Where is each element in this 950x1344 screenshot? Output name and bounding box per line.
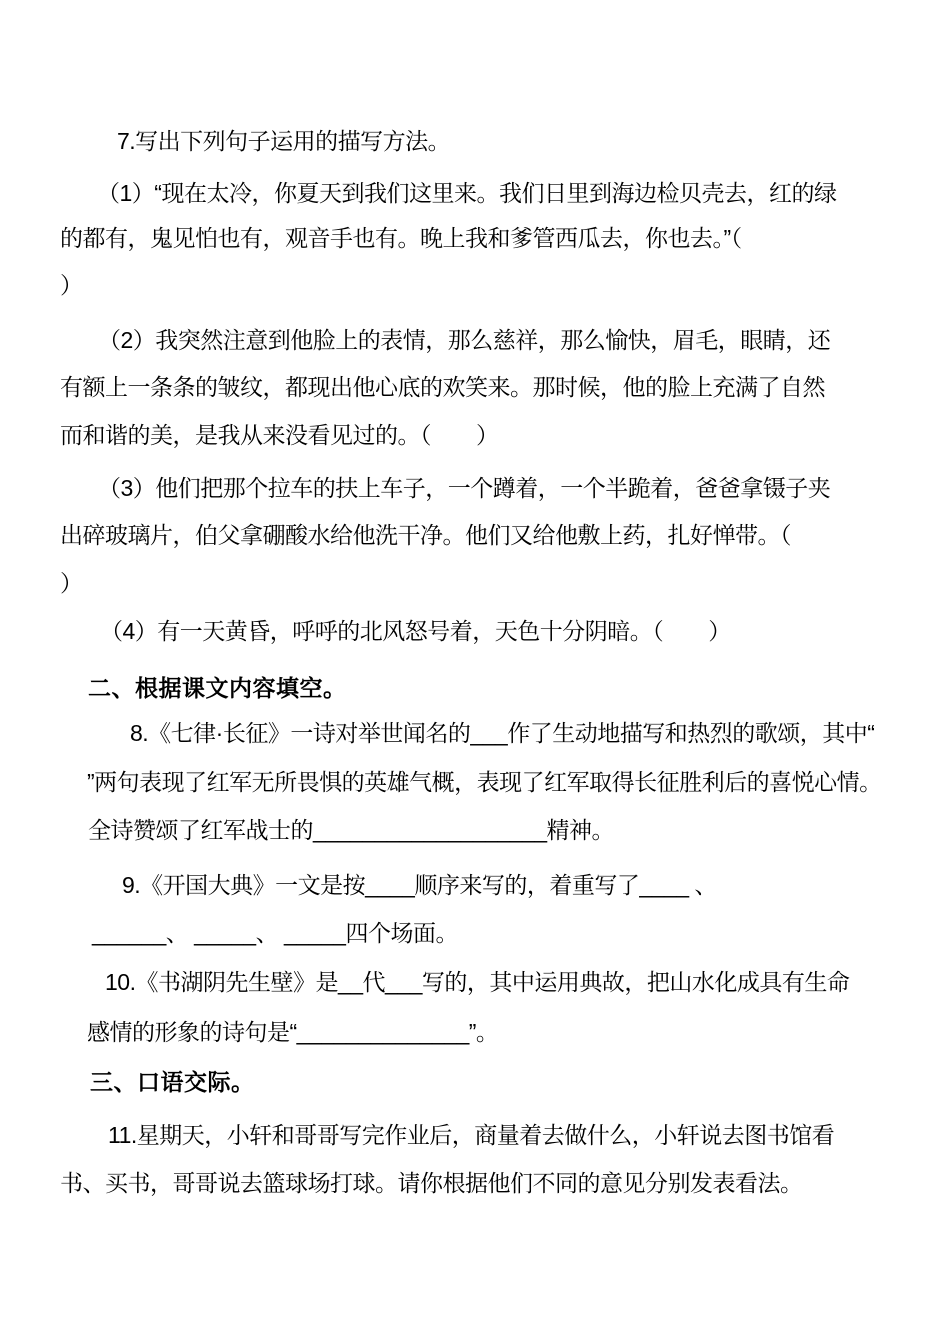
q7-item-3-line-3: ） [60,570,83,596]
question-10-line-2: 感情的形象的诗句是“______________”。 [87,1019,499,1045]
q7-item-1-line-1: （1）“现在太冷，你夏天到我们这里来。我们日里到海边检贝壳去，红的绿 [97,180,837,206]
q7-item-4-line-1: （4）有一天黄昏，呼呼的北风怒号着，天色十分阴暗。（ ） [100,618,731,644]
q7-item-1-line-3: ） [60,272,83,298]
q7-item-3-line-1: （3）他们把那个拉车的扶上车子，一个蹲着，一个半跪着，爸爸拿镊子夹 [98,475,831,501]
q7-item-1-line-2: 的都有，鬼见怕也有，观音手也有。晚上我和爹管西瓜去，你也去。”（ [60,225,742,251]
question-7-prompt: 7.写出下列句子运用的描写方法。 [117,128,451,154]
question-9-line-2: ______、 _____、 _____四个场面。 [92,920,458,946]
q7-item-2-line-2: 有额上一条条的皱纹，都现出他心底的欢笑来。那时候，他的脸上充满了自然 [60,374,825,400]
q7-item-3-line-2: 出碎玻璃片，伯父拿硼酸水给他洗干净。他们又给他敷上药，扎好惮带。（ [60,522,791,548]
question-11-line-2: 书、买书，哥哥说去篮球场打球。请你根据他们不同的意见分别发表看法。 [60,1170,803,1196]
question-8-line-1: 8.《七律·长征》一诗对举世闻名的___作了生动地描写和热烈的歌颂，其中“ [130,720,875,746]
question-8-line-3: 全诗赞颂了红军战士的___________________精神。 [88,817,615,843]
question-8-line-2: ”两句表现了红军无所畏惧的英雄气概，表现了红军取得长征胜利后的喜悦心情。 [87,769,882,795]
q7-item-2-line-1: （2）我突然注意到他脸上的表情，那么慈祥，那么愉快，眉毛，眼睛，还 [98,327,831,353]
question-9-line-1: 9.《开国大典》一文是按____顺序来写的，着重写了____ 、 [122,872,717,898]
question-10-line-1: 10.《书湖阴先生壁》是__代___写的，其中运用典故，把山水化成具有生命 [105,969,850,995]
section-3-heading: 三、口语交际。 [90,1069,255,1095]
section-2-heading: 二、根据课文内容填空。 [88,675,347,701]
q7-item-2-line-3: 而和谐的美，是我从来没看见过的。（ ） [60,422,499,448]
question-11-line-1: 11.星期天，小轩和哥哥写完作业后，商量着去做什么，小轩说去图书馆看 [108,1122,835,1148]
